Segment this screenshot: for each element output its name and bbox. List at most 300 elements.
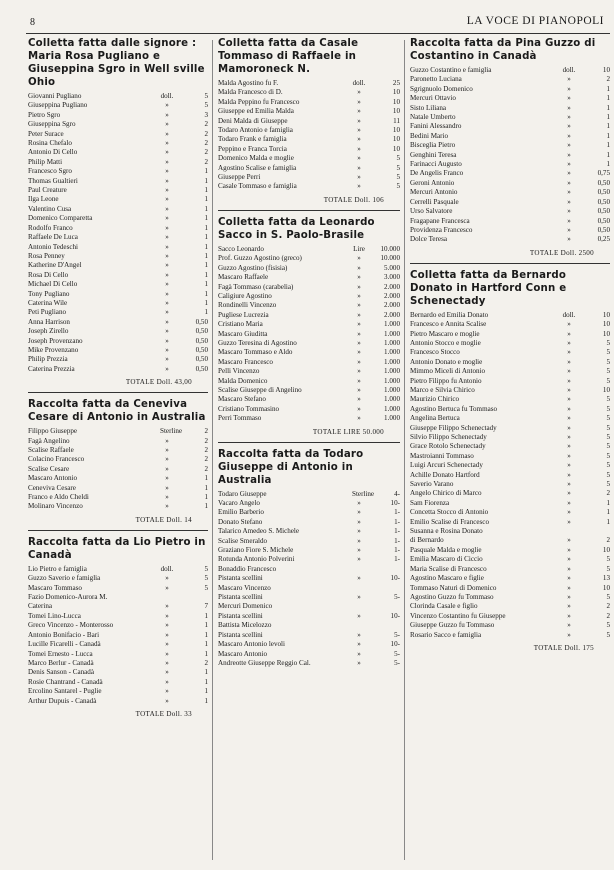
donor-row xyxy=(28,427,208,436)
donation-currency: » xyxy=(357,508,361,517)
donation-amount: 5 xyxy=(204,583,208,592)
donation-currency: » xyxy=(165,364,169,373)
donor-name: Michael Di Cello xyxy=(28,280,78,289)
donor-name: Todaro Frank e famiglia xyxy=(218,135,287,144)
donation-amount: 5- xyxy=(394,593,400,602)
donor-row xyxy=(218,254,400,263)
donor-name: Fragapane Francesca xyxy=(410,216,470,225)
donation-amount: 10 xyxy=(392,88,400,97)
donation-amount: 5 xyxy=(396,163,400,172)
donation-amount: 2 xyxy=(204,464,208,473)
donation-currency: » xyxy=(567,480,571,489)
donor-row xyxy=(28,243,208,252)
donation-amount: 10 xyxy=(602,310,610,319)
donation-amount: 1 xyxy=(204,649,208,658)
donation-currency: » xyxy=(357,367,361,376)
donor-name: Guzzo Saverio e famiglia xyxy=(28,574,101,583)
donation-currency: » xyxy=(357,97,361,106)
donation-currency: » xyxy=(567,602,571,611)
donor-row xyxy=(28,327,208,336)
donor-row xyxy=(218,508,400,517)
donor-name: Malda Domenico xyxy=(218,376,268,385)
donation-amount: 1.000 xyxy=(384,357,400,366)
donor-name: Ercolino Santarel - Puglie xyxy=(28,687,102,696)
donation-amount: 5 xyxy=(606,395,610,404)
donation-currency: » xyxy=(357,499,361,507)
donation-currency: » xyxy=(165,139,169,148)
donor-row xyxy=(410,188,610,197)
collection-section xyxy=(410,263,610,652)
donation-currency: » xyxy=(567,338,571,347)
donation-amount: 10- xyxy=(390,611,400,620)
donation-amount: 1 xyxy=(204,630,208,639)
donation-currency: » xyxy=(567,395,571,404)
donation-currency: » xyxy=(165,129,169,138)
donor-row xyxy=(410,621,610,630)
donation-amount: 1 xyxy=(606,160,610,169)
donation-currency: » xyxy=(567,197,571,206)
donor-name: Fagà Tommaso (carabelia) xyxy=(218,282,294,291)
donation-amount: 4- xyxy=(394,489,400,498)
donation-amount: 1 xyxy=(204,270,208,279)
donation-currency: » xyxy=(165,345,169,354)
donor-row xyxy=(218,537,400,546)
section-total: TOTALE Doll. 14 xyxy=(135,515,192,524)
donor-row xyxy=(28,139,208,148)
donor-row xyxy=(28,355,208,364)
donor-row xyxy=(218,126,400,135)
donor-name: Sacco Leonardo xyxy=(218,244,264,253)
donor-row xyxy=(28,205,208,214)
donor-name: Malda Peppino fu Francesco xyxy=(218,97,300,106)
collection-section xyxy=(28,530,208,718)
donation-amount: 2 xyxy=(204,455,208,464)
donor-name: Emilia Mascaro di Ciccio xyxy=(410,555,483,564)
section-title: Raccolta fatta da Ceneviva Cesare di Antonio in Australia xyxy=(28,399,206,424)
donor-name: Agostino Mascaro e figlie xyxy=(410,574,484,583)
donor-row xyxy=(410,66,610,75)
donor-row xyxy=(410,85,610,94)
donor-row xyxy=(28,120,208,129)
donation-amount: 10- xyxy=(390,499,400,507)
donation-amount: 5 xyxy=(606,414,610,423)
donation-currency: » xyxy=(357,649,361,658)
section-rule xyxy=(28,392,208,393)
donor-row xyxy=(410,527,610,536)
donor-name: Concetta Stocco di Antonio xyxy=(410,508,489,517)
donation-amount: 0,50 xyxy=(597,178,610,187)
donor-row xyxy=(218,88,400,97)
donation-currency: doll. xyxy=(160,564,174,573)
donation-currency: » xyxy=(165,204,169,213)
donor-name: Dolce Teresa xyxy=(410,235,447,244)
donor-row xyxy=(28,621,208,630)
donation-amount xyxy=(366,584,400,593)
donor-name: Rondinelli Vincenzo xyxy=(218,301,277,310)
header-rule xyxy=(26,33,610,34)
donor-row xyxy=(28,697,208,706)
donor-name: Bedini Mario xyxy=(410,131,449,140)
donor-row xyxy=(410,226,610,235)
donation-amount: 1 xyxy=(204,493,208,502)
donation-amount: 2 xyxy=(204,436,208,445)
donation-amount: 5 xyxy=(606,442,610,451)
donor-row xyxy=(410,151,610,160)
donation-amount: 5.000 xyxy=(384,263,400,272)
donor-name: Rosina Chefalo xyxy=(28,139,72,148)
donor-row xyxy=(410,565,610,574)
donor-name: Katherine D'Angel xyxy=(28,261,82,270)
donor-name: De Angelis Franco xyxy=(410,169,464,178)
donor-name: Silvio Filippo Schenectady xyxy=(410,433,487,441)
donor-row xyxy=(28,318,208,327)
donor-row xyxy=(28,290,208,299)
donation-amount: 1 xyxy=(204,167,208,176)
donation-currency: » xyxy=(567,225,571,234)
donation-currency: » xyxy=(165,214,169,223)
donor-row xyxy=(410,217,610,226)
donation-amount: 1 xyxy=(606,150,610,159)
donation-amount: 7 xyxy=(204,602,208,611)
donor-name: Mascaro Antonio xyxy=(28,474,78,483)
donation-amount: 1.000 xyxy=(384,338,400,347)
donor-row xyxy=(218,640,400,649)
donor-row xyxy=(218,405,400,414)
donation-currency: » xyxy=(567,583,571,592)
donation-amount: 1.000 xyxy=(384,385,400,394)
column-1 xyxy=(28,37,208,724)
donor-name: Mastroianni Tommaso xyxy=(410,451,474,460)
donation-currency: » xyxy=(165,436,169,445)
donor-name: Providenza Francesco xyxy=(410,225,473,234)
donor-row xyxy=(410,452,610,461)
donation-currency: » xyxy=(357,107,361,116)
donor-row xyxy=(410,348,610,357)
donor-name: Valentino Cusa xyxy=(28,204,72,213)
donation-amount: 5 xyxy=(606,564,610,573)
donation-amount: 1.000 xyxy=(384,367,400,376)
donation-amount: 1 xyxy=(204,502,208,511)
donation-currency: » xyxy=(567,621,571,630)
donation-currency: » xyxy=(357,144,361,153)
donation-amount: 10 xyxy=(392,126,400,135)
donation-amount: 1 xyxy=(204,611,208,620)
donor-row xyxy=(410,536,610,545)
donation-amount: 0,50 xyxy=(597,216,610,225)
page-number: 8 xyxy=(30,17,35,28)
donation-amount: 2 xyxy=(204,658,208,667)
donation-currency: » xyxy=(165,242,169,251)
donor-row xyxy=(410,574,610,583)
donation-currency: » xyxy=(567,404,571,413)
donor-row xyxy=(218,348,400,357)
donation-currency: » xyxy=(165,574,169,583)
donation-amount: 5 xyxy=(606,461,610,470)
donation-currency: » xyxy=(567,320,571,329)
donor-row xyxy=(218,584,400,593)
donor-row xyxy=(28,252,208,261)
donation-amount: 1- xyxy=(394,555,400,564)
donor-row xyxy=(218,135,400,144)
donation-amount: 0,25 xyxy=(597,235,610,244)
donation-currency: » xyxy=(165,195,169,204)
donor-row xyxy=(218,414,400,423)
donor-row xyxy=(28,668,208,677)
donor-row xyxy=(410,489,610,498)
donor-row xyxy=(218,565,400,574)
donation-currency: » xyxy=(357,291,361,300)
donor-row xyxy=(218,173,400,182)
donor-row xyxy=(218,283,400,292)
donation-amount: 5 xyxy=(606,357,610,366)
donation-currency: » xyxy=(165,167,169,176)
donation-currency: » xyxy=(357,630,361,639)
donor-name: Tomei Lino-Lucca xyxy=(28,611,81,620)
donation-currency: » xyxy=(357,182,361,191)
donor-row xyxy=(410,555,610,564)
donation-currency: » xyxy=(567,461,571,470)
donor-row xyxy=(218,395,400,404)
donation-amount: 1 xyxy=(204,280,208,289)
donation-currency: » xyxy=(165,455,169,464)
donation-currency: » xyxy=(567,555,571,564)
donor-row xyxy=(218,527,400,536)
donor-name: Antonio Donato e moglie xyxy=(410,357,483,366)
donor-row xyxy=(218,650,400,659)
donor-name: Caterina xyxy=(28,602,53,611)
donation-amount: 1 xyxy=(204,308,208,317)
donation-amount: 2 xyxy=(606,602,610,611)
section-total: TOTALE Doll. 175 xyxy=(533,643,594,652)
donation-amount xyxy=(366,621,400,630)
donation-amount: 2 xyxy=(204,157,208,166)
donation-currency: » xyxy=(165,110,169,119)
donor-name: Sam Fiorenza xyxy=(410,498,450,507)
donation-amount: 5- xyxy=(394,649,400,658)
donor-row xyxy=(28,502,208,511)
donor-row xyxy=(28,177,208,186)
donation-amount: 1 xyxy=(204,261,208,270)
donor-name: Rodolfo Franco xyxy=(28,223,73,232)
donation-currency: » xyxy=(567,160,571,169)
donation-currency: » xyxy=(165,120,169,129)
donation-currency: » xyxy=(357,611,361,620)
donor-row xyxy=(218,659,400,668)
donation-amount: 0,50 xyxy=(597,225,610,234)
donation-currency: » xyxy=(165,687,169,696)
donation-currency: » xyxy=(165,621,169,630)
donor-name: Deni Malda di Giuseppe xyxy=(218,116,288,125)
donation-currency: » xyxy=(567,470,571,479)
donation-currency: » xyxy=(567,235,571,244)
donor-row xyxy=(28,565,208,574)
section-rule xyxy=(218,442,400,443)
donation-currency: » xyxy=(165,502,169,511)
donor-name: Vincenzo Costantino fu Giuseppe xyxy=(410,611,506,620)
donation-amount: 5 xyxy=(606,630,610,639)
donor-name: Mascaro Stefano xyxy=(218,395,266,404)
donation-amount: 10.000 xyxy=(380,244,400,253)
donation-currency: » xyxy=(165,317,169,326)
section-total: TOTALE LIRE 50.000 xyxy=(312,427,384,436)
donor-row xyxy=(28,346,208,355)
donation-currency: » xyxy=(357,88,361,97)
collection-section xyxy=(218,37,400,204)
donation-currency: » xyxy=(357,414,361,423)
donation-amount: 1 xyxy=(204,242,208,251)
donor-name: Domenico Comparetta xyxy=(28,214,93,223)
donor-row xyxy=(410,584,610,593)
donor-row xyxy=(410,602,610,611)
donor-name: Battista Micelozzo xyxy=(218,621,272,630)
donation-currency: Sterline xyxy=(160,427,183,436)
donation-amount: 3.000 xyxy=(384,273,400,282)
donation-currency: » xyxy=(165,176,169,185)
donation-currency: » xyxy=(357,320,361,329)
donation-amount: 5 xyxy=(606,423,610,432)
donation-currency: » xyxy=(165,280,169,289)
donation-currency: » xyxy=(165,696,169,705)
donation-currency: » xyxy=(357,395,361,404)
donor-name: Tony Pugliano xyxy=(28,289,70,298)
donation-amount: 5 xyxy=(606,376,610,385)
donor-row xyxy=(410,122,610,131)
donation-currency: » xyxy=(357,593,361,602)
donor-name: Todaro Antonio e famiglia xyxy=(218,126,293,135)
donation-currency: » xyxy=(357,273,361,282)
collection-section xyxy=(218,442,400,669)
donation-amount: 5 xyxy=(606,480,610,489)
donation-amount: 1 xyxy=(204,677,208,686)
donation-amount: 1 xyxy=(204,223,208,232)
donor-name: Todaro Giuseppe xyxy=(218,489,267,498)
donor-name: Luigi Arcuri Schenectady xyxy=(410,461,483,470)
donor-row xyxy=(28,455,208,464)
donor-row xyxy=(218,555,400,564)
donor-row xyxy=(28,465,208,474)
donation-currency: » xyxy=(357,301,361,310)
donor-name: Andreotte Giuseppe Reggio Cal. xyxy=(218,658,311,667)
donation-amount: 2 xyxy=(606,611,610,620)
donation-currency xyxy=(352,621,366,630)
donation-currency: » xyxy=(357,376,361,385)
donation-currency xyxy=(562,527,576,536)
donation-amount: 2 xyxy=(204,148,208,157)
donation-currency: » xyxy=(357,263,361,272)
donation-currency: » xyxy=(165,270,169,279)
donor-name: Philip Prezzia xyxy=(28,355,68,364)
donation-amount: 5- xyxy=(394,630,400,639)
donor-row xyxy=(410,339,610,348)
donation-amount: 5 xyxy=(606,592,610,601)
donor-name: Mascaro Francesco xyxy=(218,357,273,366)
donation-amount: 1 xyxy=(204,251,208,260)
column-divider xyxy=(212,40,213,860)
donor-row xyxy=(410,132,610,141)
donor-name: Ilga Leone xyxy=(28,195,59,204)
donor-name: Donato Stefano xyxy=(218,517,263,526)
section-total: TOTALE Doll. 43,00 xyxy=(125,378,192,387)
donation-amount xyxy=(576,527,610,536)
donor-name: Scalise Raffaele xyxy=(28,446,74,454)
donor-row xyxy=(218,301,400,310)
donor-name: Mercuri Ottavio xyxy=(410,94,456,103)
donation-amount: 5 xyxy=(204,92,208,100)
donation-currency: » xyxy=(567,433,571,441)
donation-amount: 10- xyxy=(390,574,400,583)
donor-name: Emilio Scalise di Francesco xyxy=(410,517,489,526)
donor-row xyxy=(218,602,400,611)
donor-name: Peti Pugliano xyxy=(28,308,67,317)
donation-currency: » xyxy=(567,169,571,178)
donor-name: Lucille Ficarelli - Canadà xyxy=(28,640,101,649)
donation-currency xyxy=(352,565,366,574)
donor-row xyxy=(218,292,400,301)
donation-currency: » xyxy=(567,442,571,451)
donation-amount: 2.000 xyxy=(384,282,400,291)
donor-name: Franco e Aldo Cheldi xyxy=(28,493,89,502)
donor-row xyxy=(28,92,208,101)
donor-name: Malda Francesco di D. xyxy=(218,88,283,97)
donation-amount: 1.000 xyxy=(384,329,400,338)
donor-name: Pistanta scellini xyxy=(218,574,263,583)
donor-name: Joseph Zirello xyxy=(28,327,69,336)
donor-row xyxy=(28,678,208,687)
donor-name: Marco e Silvia Chirico xyxy=(410,385,475,394)
donation-amount: 1- xyxy=(394,508,400,517)
donation-currency xyxy=(352,602,366,611)
donor-row xyxy=(410,104,610,113)
donation-currency: » xyxy=(357,173,361,182)
donation-amount: 1.000 xyxy=(384,404,400,413)
donation-amount: 2 xyxy=(606,75,610,84)
donation-amount: 5 xyxy=(396,154,400,163)
donor-name: Giuseppe ed Emilia Malda xyxy=(218,107,294,116)
donor-name: Pietro Filippo fu Antonio xyxy=(410,376,482,385)
donor-row xyxy=(218,621,400,630)
donor-row xyxy=(28,261,208,270)
donor-name: Caligiure Agostino xyxy=(218,291,272,300)
donor-row xyxy=(28,158,208,167)
column-divider xyxy=(404,40,405,860)
donation-currency: » xyxy=(567,451,571,460)
collection-section xyxy=(28,37,208,386)
donation-amount: 1 xyxy=(204,696,208,705)
donor-row xyxy=(28,195,208,204)
donor-row xyxy=(410,160,610,169)
donor-name: Sgrignuolo Domenico xyxy=(410,84,473,93)
donor-row xyxy=(218,386,400,395)
donor-name: Filippo Giuseppe xyxy=(28,427,78,436)
donation-currency: » xyxy=(567,508,571,517)
donor-name: Bernardo ed Emilia Donato xyxy=(410,310,489,319)
donor-name: Peppino e Franca Torcia xyxy=(218,144,287,153)
donor-name: Fagà Angelino xyxy=(28,436,70,445)
donor-name: Greco Vincenzo - Monterosso xyxy=(28,621,114,630)
donor-name: Achille Donato Hartford xyxy=(410,470,480,479)
collection-section xyxy=(410,37,610,257)
donor-name: Francesco Sgro xyxy=(28,167,72,176)
donation-amount: 10.000 xyxy=(380,254,400,263)
donor-name: Ceneviva Cesare xyxy=(28,483,76,492)
donation-currency: » xyxy=(567,348,571,357)
donor-name: Talarico Amedeo S. Michele xyxy=(218,527,300,536)
donor-name: Giuseppe Guzzo fu Tommaso xyxy=(410,621,495,630)
donation-amount: 1- xyxy=(394,527,400,536)
donor-row xyxy=(28,233,208,242)
donor-row xyxy=(410,377,610,386)
donor-name: Caterina Prezzia xyxy=(28,364,75,373)
